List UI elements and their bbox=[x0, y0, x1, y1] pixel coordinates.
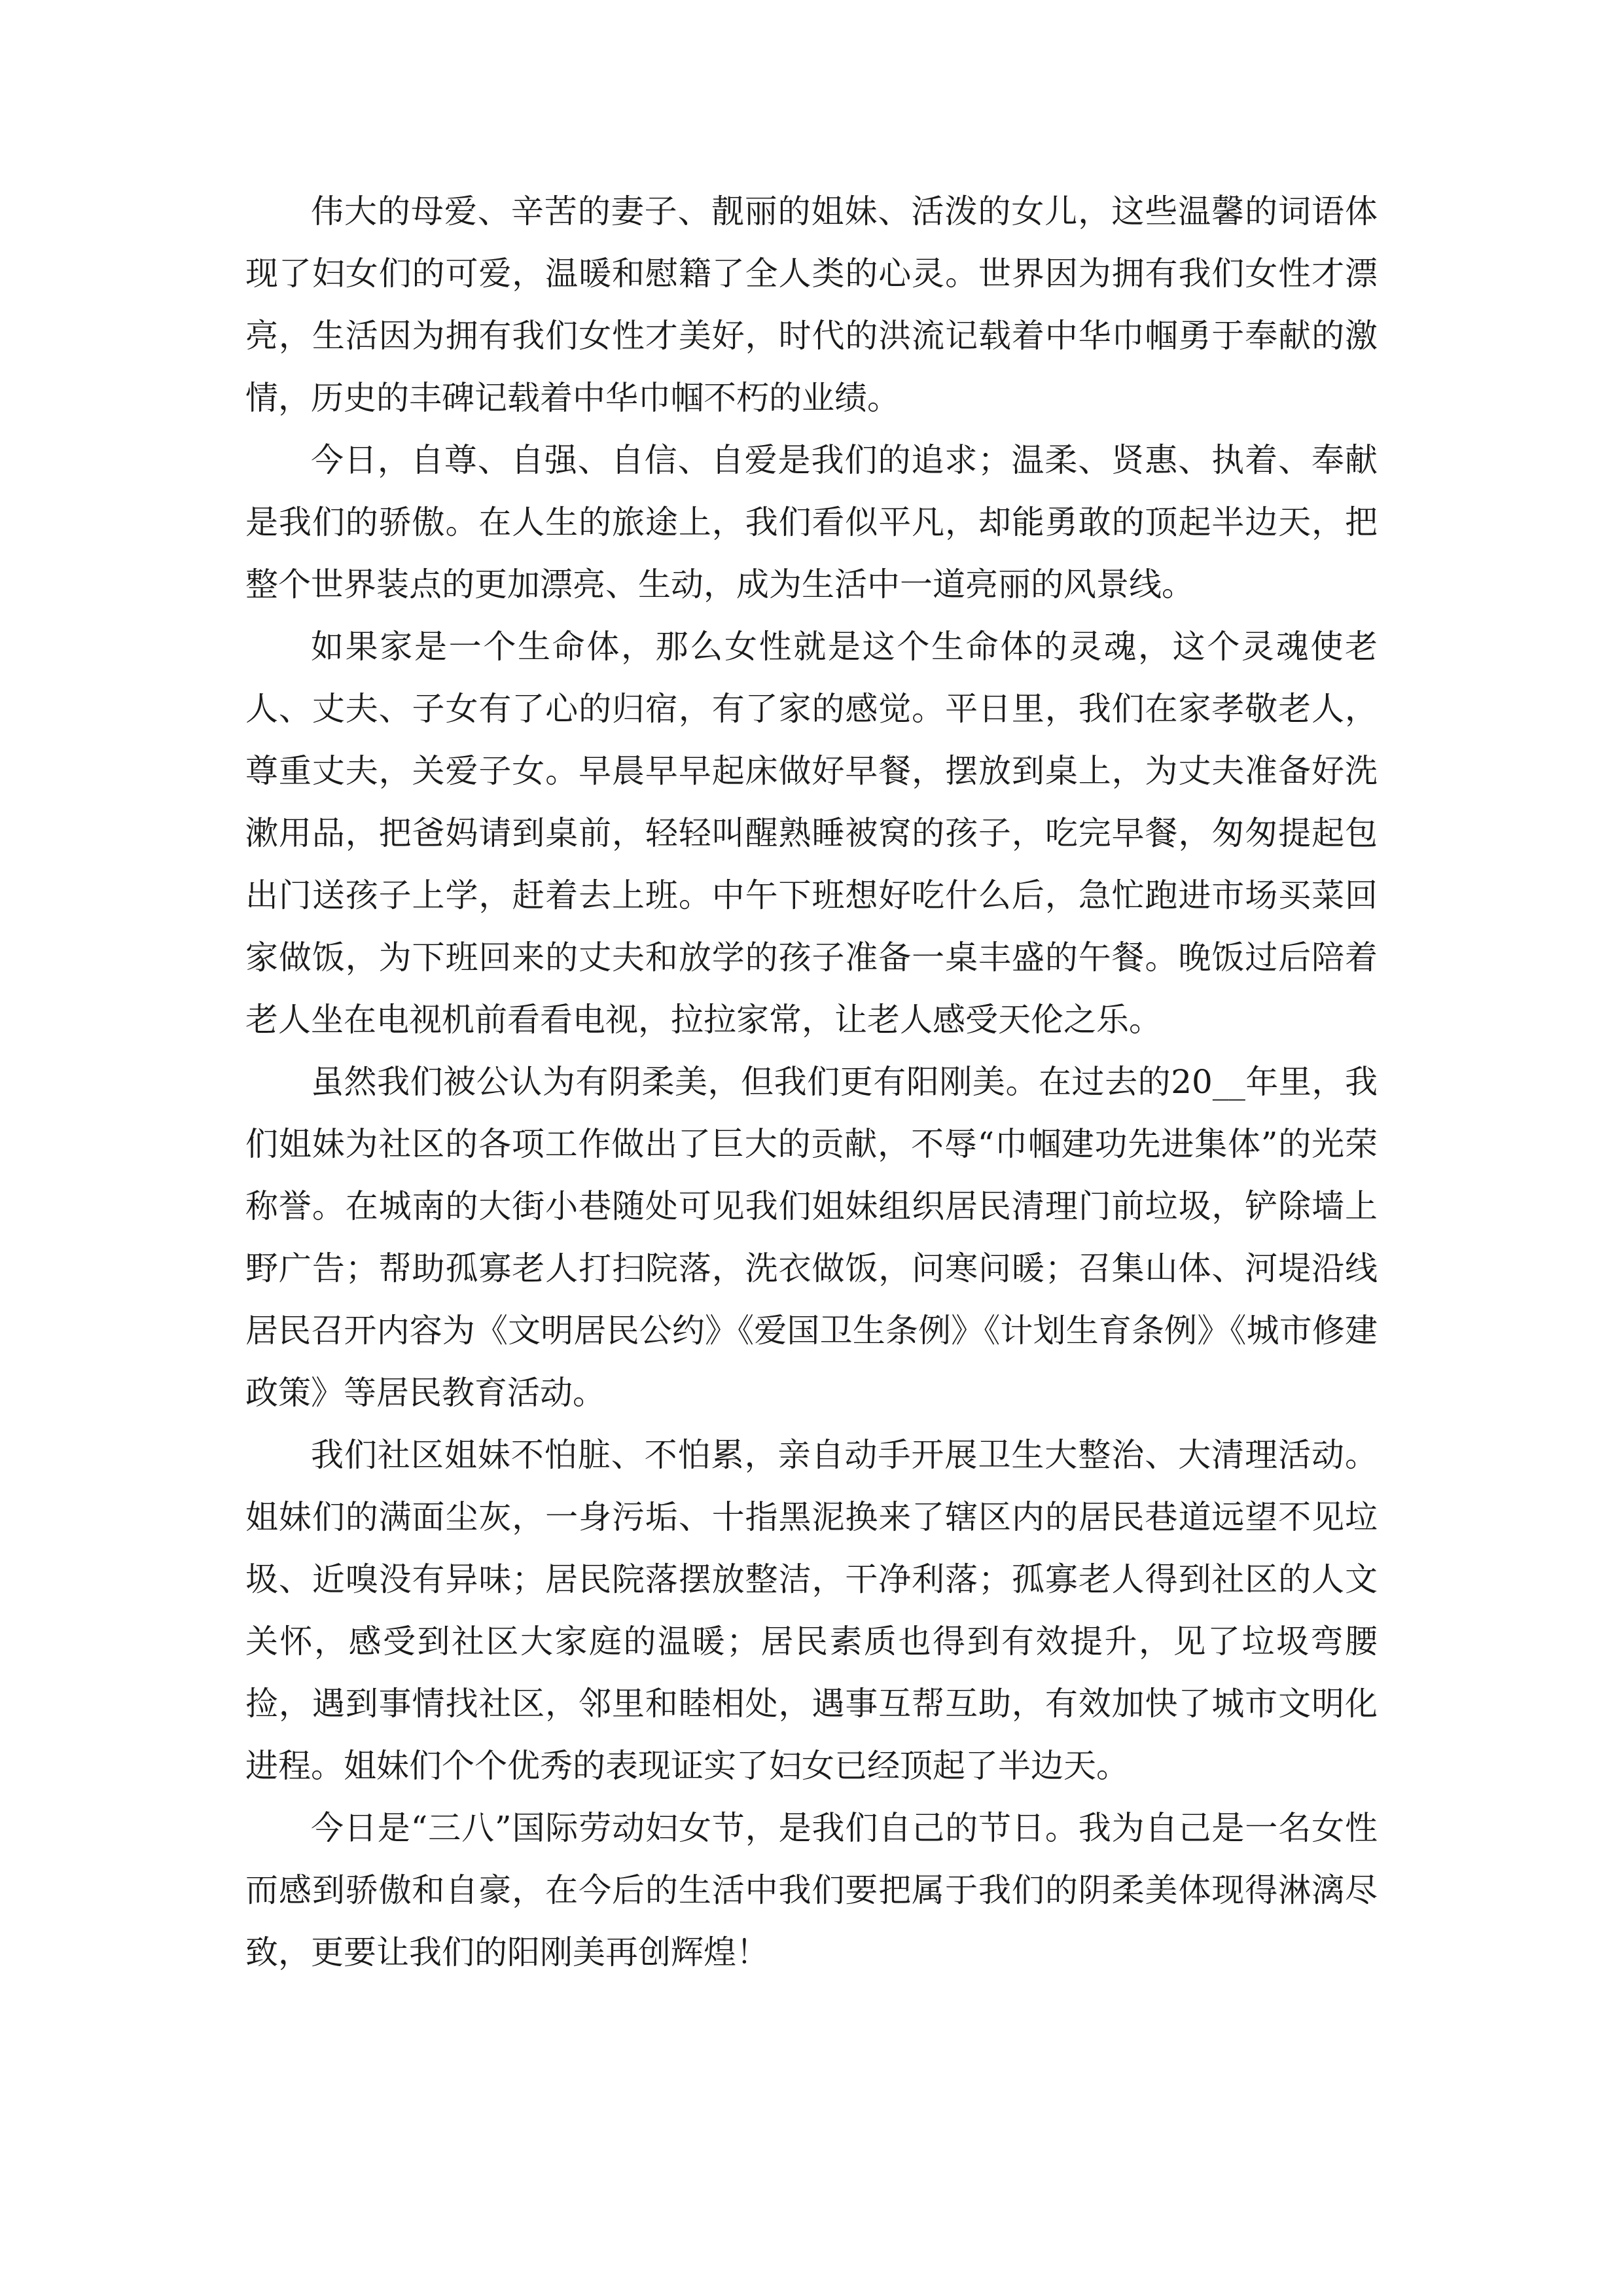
paragraph-1: 伟大的母爱、辛苦的妻子、靓丽的姐妹、活泼的女儿，这些温馨的词语体现了妇女们的可爱，温暖和慰籍了全人类的心灵。世界因为拥有我们女性才漂亮，生活因为拥有我们女性才美好，时代的洪流记载着中华巾帼勇于奉献的激情，历史的丰碑记载着中华巾帼不朽的业绩。 bbox=[245, 192, 1378, 417]
paragraph-3: 如果家是一个生命体，那么女性就是这个生命体的灵魂，这个灵魂使老人、丈夫、子女有了心的归宿，有了家的感觉。平日里，我们在家孝敬老人，尊重丈夫，关爱子女。早晨早早起床做好早餐，摆放到桌上，为丈夫准备好洗漱用品，把爸妈请到桌前，轻轻叫醒熟睡被窝的孩子，吃完早餐，匆匆提起包出门送孩子上学，赶着去上班。中午下班想好吃什么后，急忙跑进市场买菜回家做饭，为下班回来的丈夫和放学的孩子准备一桌丰盛的午餐。晚饭过后陪着老人坐在电视机前看看电视，拉拉家常，让老人感受天伦之乐。 bbox=[245, 628, 1378, 1039]
document-body bbox=[245, 181, 1378, 1984]
paragraph-4: 虽然我们被公认为有阴柔美，但我们更有阳刚美。在过去的20__年里，我们姐妹为社区的各项工作做出了巨大的贡献，不辱“巾帼建功先进集体”的光荣称誉。在城南的大街小巷随处可见我们姐妹组织居民清理门前垃圾，铲除墙上野广告；帮助孤寡老人打扫院落，洗衣做饭，问寒问暖；召集山体、河堤沿线居民召开内容为《文明居民公约》《爱国卫生条例》《计划生育条例》《城市修建政策》等居民教育活动。 bbox=[245, 1063, 1378, 1412]
paragraph-5: 我们社区姐妹不怕脏、不怕累，亲自动手开展卫生大整治、大清理活动。姐妹们的满面尘灰，一身污垢、十指黑泥换来了辖区内的居民巷道远望不见垃圾、近嗅没有异味；居民院落摆放整洁，干净利落；孤寡老人得到社区的人文关怀，感受到社区大家庭的温暖；居民素质也得到有效提升，见了垃圾弯腰捡，遇到事情找社区，邻里和睦相处，遇事互帮互助，有效加快了城市文明化进程。姐妹们个个优秀的表现证实了妇女已经顶起了半边天。 bbox=[245, 1436, 1378, 1785]
paragraph-2: 今日，自尊、自强、自信、自爱是我们的追求；温柔、贤惠、执着、奉献是我们的骄傲。在人生的旅途上，我们看似平凡，却能勇敢的顶起半边天，把整个世界装点的更加漂亮、生动，成为生活中一道亮丽的风景线。 bbox=[245, 441, 1378, 603]
paragraph-6: 今日是“三八”国际劳动妇女节，是我们自己的节日。我为自己是一名女性而感到骄傲和自豪，在今后的生活中我们要把属于我们的阴柔美体现得淋漓尽致，更要让我们的阳刚美再创辉煌！ bbox=[245, 1809, 1378, 1971]
